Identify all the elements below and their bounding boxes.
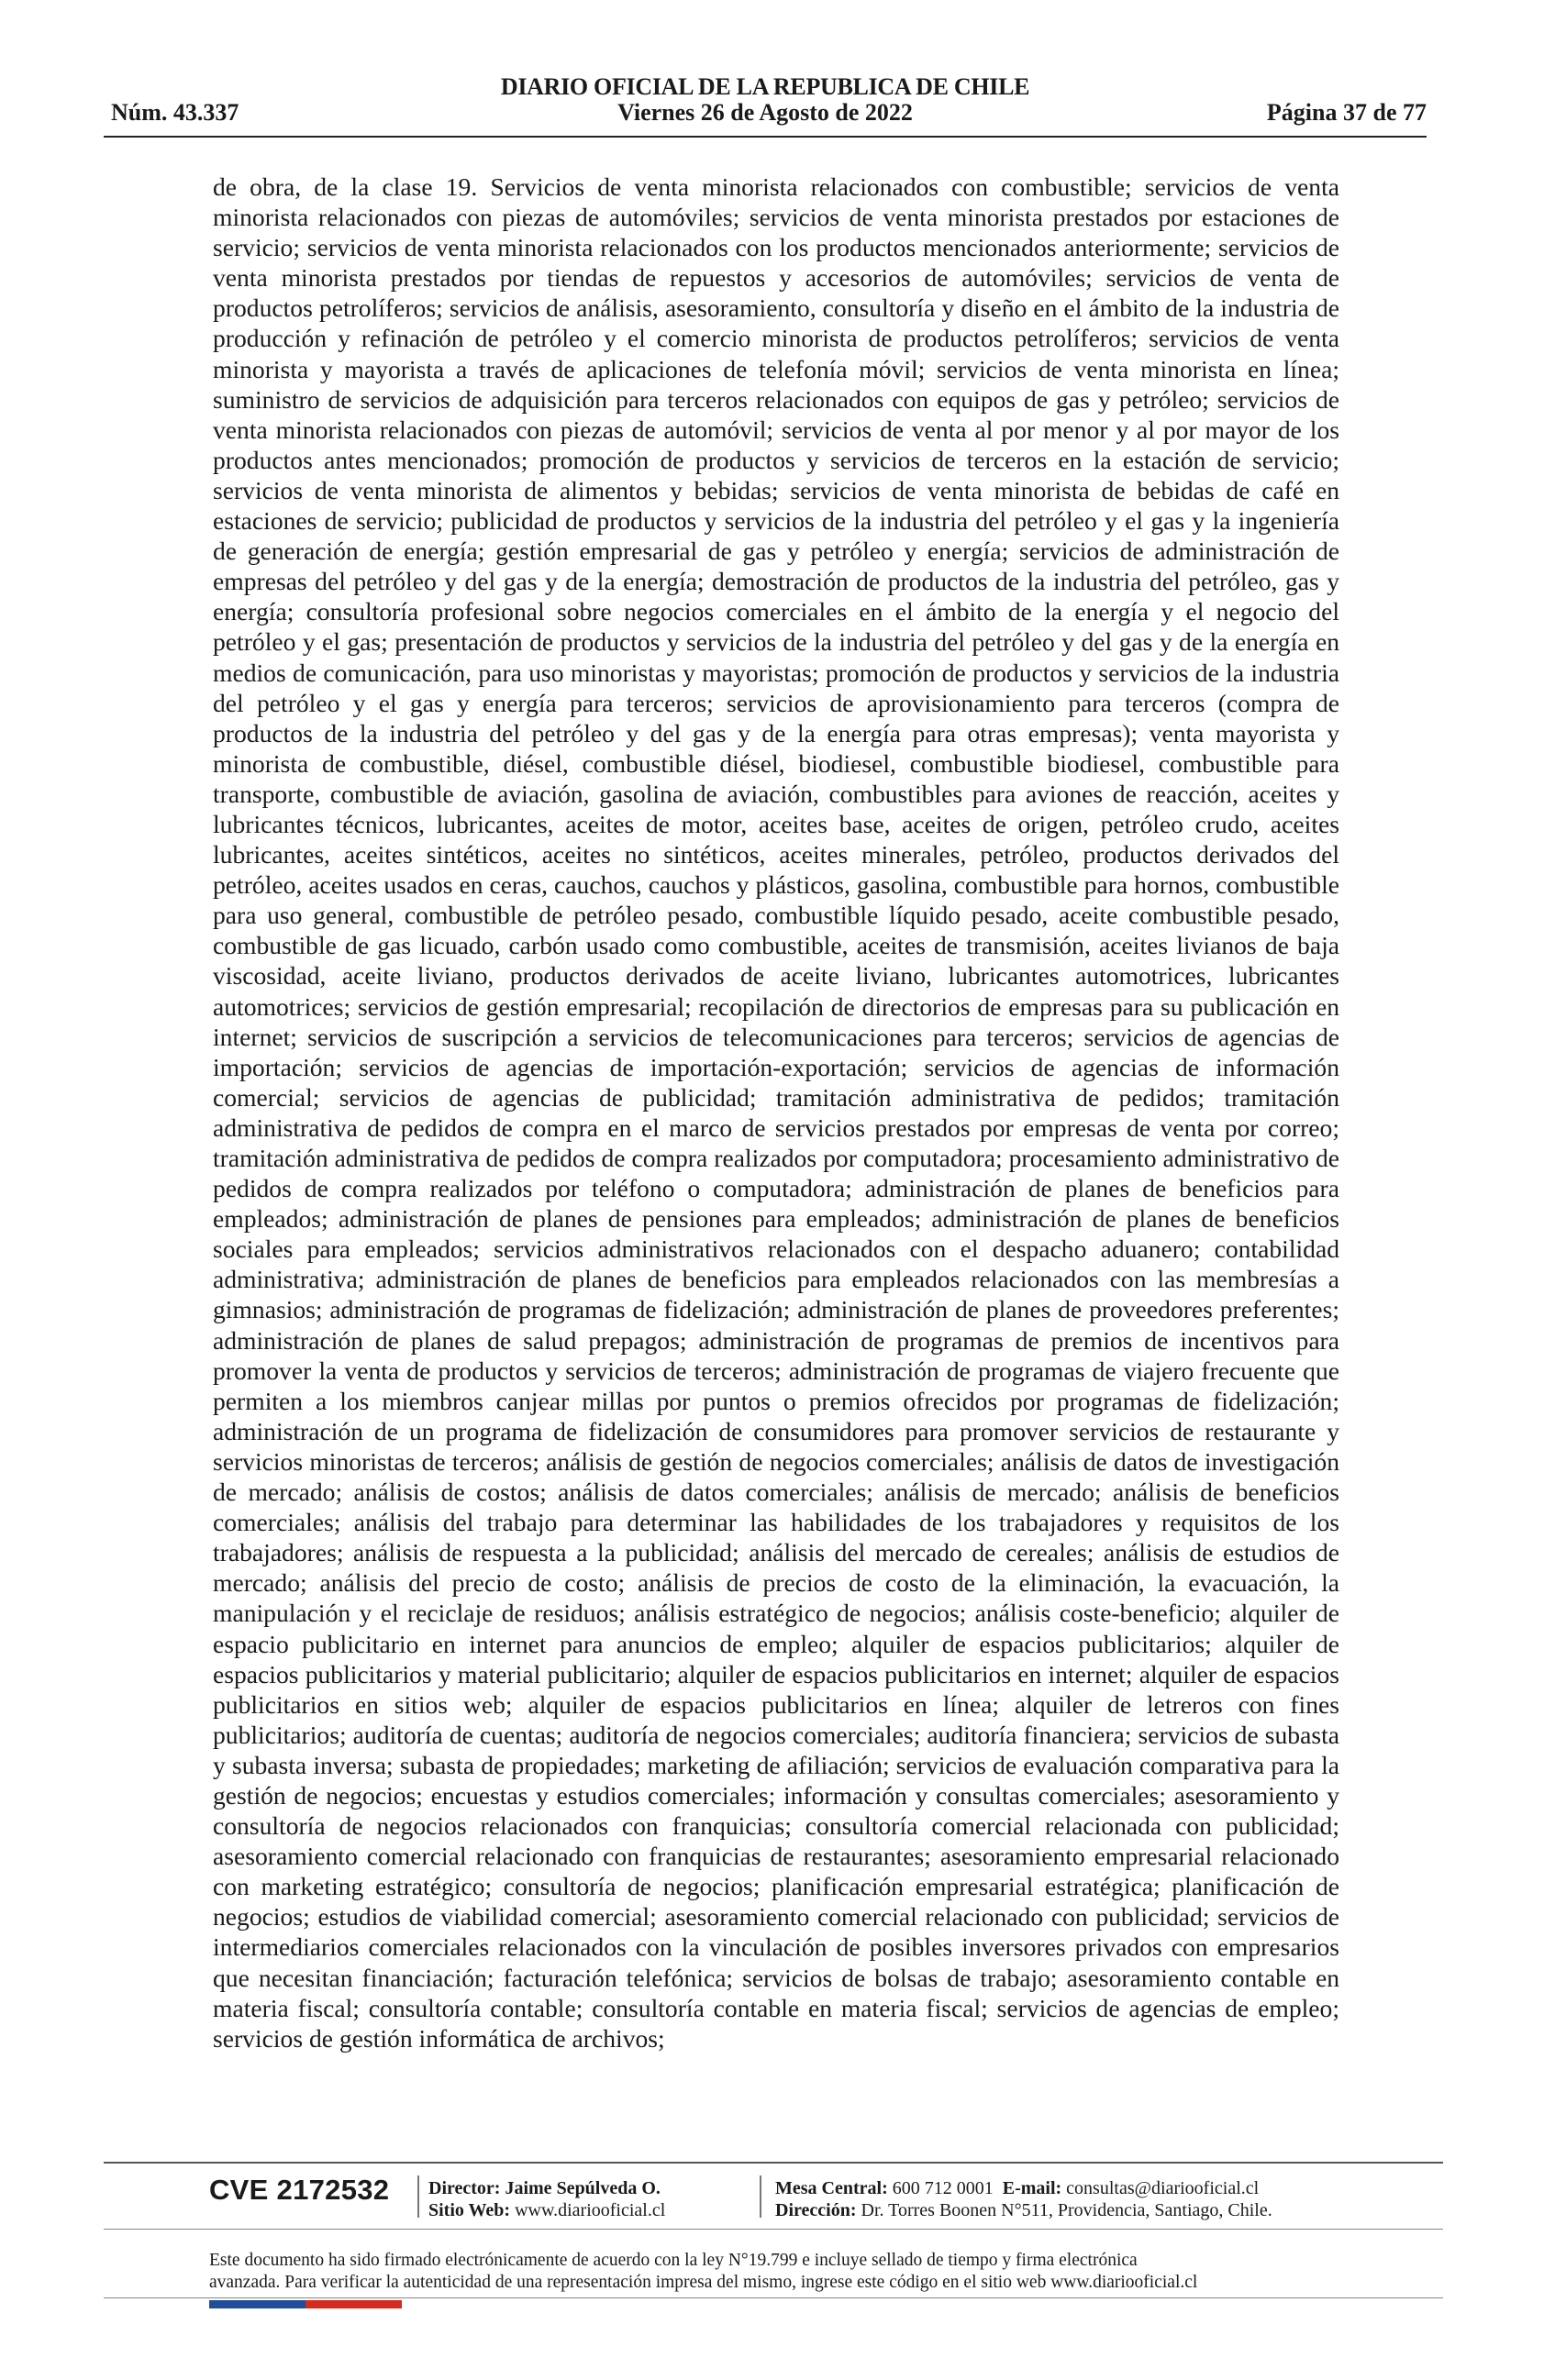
website-link[interactable]: www.diariooficial.cl — [515, 2200, 666, 2220]
footer-separator-1 — [417, 2175, 419, 2218]
phone-label: Mesa Central: — [775, 2178, 888, 2198]
address-label: Dirección: — [775, 2200, 857, 2220]
footer-separator-2 — [760, 2175, 761, 2218]
legal-line-2: avanzada. Para verificar la autenticidad de una representación impresa del mismo, ingrese este código en el sitio web www.diariooficial.cl — [209, 2273, 1198, 2292]
footer-divider-top — [104, 2162, 1443, 2164]
director-label: Director: — [428, 2178, 501, 2198]
legal-notice — [209, 2250, 1383, 2294]
issue-date: Viernes 26 de Agosto de 2022 — [617, 99, 913, 126]
legal-line-1: Este documento ha sido firmado electrónicamente de acuerdo con la ley N°19.799 e incluye sellado de tiempo y firma electrónica — [209, 2251, 1138, 2270]
publication-title: DIARIO OFICIAL DE LA REPUBLICA DE CHILE — [500, 73, 1030, 100]
flag-stripe-blue — [209, 2300, 305, 2308]
footer-divider-bottom — [104, 2297, 1443, 2298]
issue-number: Núm. 43.337 — [111, 99, 239, 126]
footer-contact-block — [775, 2177, 1272, 2221]
director-name: Jaime Sepúlveda O. — [505, 2178, 661, 2198]
flag-stripe-red — [305, 2300, 402, 2308]
email-label: E-mail: — [1002, 2178, 1062, 2198]
header-divider — [104, 136, 1427, 138]
page-number: Página 37 de 77 — [1266, 99, 1427, 126]
flag-stripe — [209, 2300, 402, 2308]
cve-code: CVE 2172532 — [209, 2174, 390, 2206]
email-link[interactable]: consultas@diariooficial.cl — [1066, 2178, 1260, 2198]
footer-divider-mid — [104, 2229, 1443, 2230]
address-value: Dr. Torres Boonen N°511, Providencia, Santiago, Chile. — [861, 2200, 1272, 2220]
website-label: Sitio Web: — [428, 2200, 511, 2220]
phone-number: 600 712 0001 — [892, 2178, 994, 2198]
page-header — [104, 73, 1427, 138]
body-paragraph: de obra, de la clase 19. Servicios de venta minorista relacionados con combustible; servicios de venta minorista relacionados con piezas de automóviles; servicios de venta minorista prestados por estaciones de servicio; servicios de venta minorista relacionados con los productos mencionados anteriormente; servicios de venta minorista prestados por tiendas de repuestos y accesorios de automóviles; servicios de venta de productos petrolíferos; servicios de análisis, asesoramiento, consultoría y diseño en el ámbito de la industria de producción y refinación de petróleo y el comercio minorista de productos petrolíferos; servicios de venta minorista y mayorista a través de aplicaciones de telefonía móvil; servicios de venta minorista en línea; suministro de servicios de adquisición para terceros relacionados con equipos de gas y petróleo; servicios de venta minorista relacionados con piezas de automóvil; servicios de venta al por menor y al por mayor de los productos antes mencionados; promoción de productos y servicios de terceros en la estación de servicio; servicios de venta minorista de alimentos y bebidas; servicios de venta minorista de bebidas de café en estaciones de servicio; publicidad de productos y servicios de la industria del petróleo y el gas y la ingeniería de generación de energía; gestión empresarial de gas y petróleo y energía; servicios de administración de empresas del petróleo y del gas y de la energía; demostración de productos de la industria del petróleo, gas y energía; consultoría profesional sobre negocios comerciales en el ámbito de la energía y el negocio del petróleo y el gas; presentación de productos y servicios de la industria del petróleo y del gas y de la energía en medios de comunicación, para uso minoristas y mayoristas; promoción de productos y servicios de la industria del petróleo y el gas y energía para terceros; servicios de aprovisionamiento para terceros (compra de productos de la industria del petróleo y del gas y de la energía para otras empresas); venta mayorista y minorista de combustible, diésel, combustible diésel, biodiesel, combustible biodiesel, combustible para transporte, combustible de aviación, gasolina de aviación, combustibles para aviones de reacción, aceites y lubricantes técnicos, lubricantes, aceites de motor, aceites base, aceites de origen, petróleo crudo, aceites lubricantes, aceites sintéticos, aceites no sintéticos, aceites minerales, petróleo, productos derivados del petróleo, aceites usados en ceras, cauchos, cauchos y plásticos, gasolina, combustible para hornos, combustible para uso general, combustible de petróleo pesado, combustible líquido pesado, aceite combustible pesado, combustible de gas licuado, carbón usado como combustible, aceites de transmisión, aceites livianos de baja viscosidad, aceite liviano, productos derivados de aceite liviano, lubricantes automotrices, lubricantes automotrices; servicios de gestión empresarial; recopilación de directorios de empresas para su publicación en internet; servicios de suscripción a servicios de telecomunicaciones para terceros; servicios de agencias de importación; servicios de agencias de importación-exportación; servicios de agencias de información comercial; servicios de agencias de publicidad; tramitación administrativa de pedidos; tramitación administrativa de pedidos de compra en el marco de servicios prestados por empresas de venta por correo; tramitación administrativa de pedidos de compra realizados por computadora; procesamiento administrativo de pedidos de compra realizados por teléfono o computadora; administración de planes de beneficios para empleados; administración de planes de pensiones para empleados; administración de planes de beneficios sociales para empleados; servicios administrativos relacionados con el despacho aduanero; contabilidad administrativa; administración de planes de beneficios para empleados relacionados con las membresías a gimnasios; administración de programas de fidelización; administración de planes de proveedores preferentes; administración de planes de salud prepagos; administración de programas de premios de incentivos para promover la venta de productos y servicios de terceros; administración de programas de viajero frecuente que permiten a los miembros canjear millas por puntos o premios ofrecidos por programas de fidelización; administración de un programa de fidelización de consumidores para promover servicios de restaurante y servicios minoristas de terceros; análisis de gestión de negocios comerciales; análisis de datos de investigación de mercado; análisis de costos; análisis de datos comerciales; análisis de mercado; análisis de beneficios comerciales; análisis del trabajo para determinar las habilidades de los trabajadores y requisitos de los trabajadores; análisis de respuesta a la publicidad; análisis del mercado de cereales; análisis de estudios de mercado; análisis del precio de costo; análisis de precios de costo de la eliminación, la evacuación, la manipulación y el reciclaje de residuos; análisis estratégico de negocios; análisis coste-beneficio; alquiler de espacio publicitario en internet para anuncios de empleo; alquiler de espacios publicitarios; alquiler de espacios publicitarios y material publicitario; alquiler de espacios publicitarios en internet; alquiler de espacios publicitarios en sitios web; alquiler de espacios publicitarios en línea; alquiler de letreros con fines publicitarios; auditoría de cuentas; auditoría de negocios comerciales; auditoría financiera; servicios de subasta y subasta inversa; subasta de propiedades; marketing de afiliación; servicios de evaluación comparativa para la gestión de negocios; encuestas y estudios comerciales; información y consultas comerciales; asesoramiento y consultoría de negocios relacionados con franquicias; consultoría comercial relacionada con publicidad; asesoramiento comercial relacionado con franquicias de restaurantes; asesoramiento empresarial relacionado con marketing estratégico; consultoría de negocios; planificación empresarial estratégica; planificación de negocios; estudios de viabilidad comercial; asesoramiento comercial relacionado con publicidad; servicios de intermediarios comerciales relacionados con la vinculación de posibles inversores privados con empresarios que necesitan financiación; facturación telefónica; servicios de bolsas de trabajo; asesoramiento contable en materia fiscal; consultoría contable; consultoría contable en materia fiscal; servicios de agencias de empleo; servicios de gestión informática de archivos; — [213, 172, 1339, 2053]
footer-director-block — [428, 2177, 665, 2221]
